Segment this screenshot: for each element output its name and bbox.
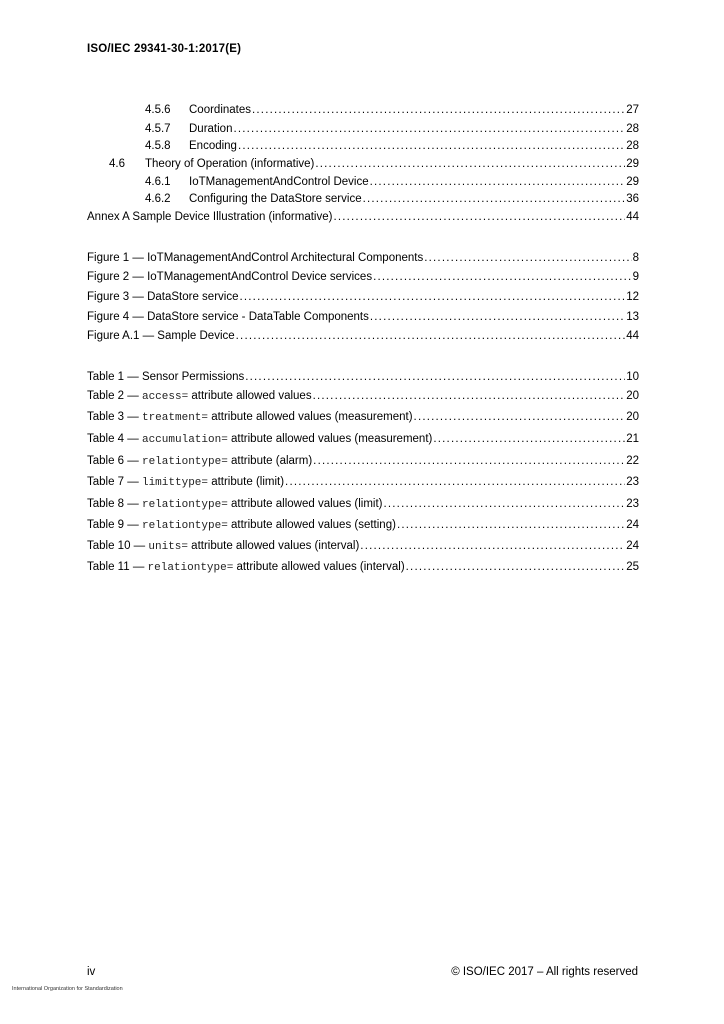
figure-entry-title: Figure 4 — DataStore service - DataTable Components [87,311,369,323]
table-entry-prefix: Table 6 — [87,455,142,467]
dot-leader [252,102,625,119]
table-entry[interactable] [87,431,639,448]
table-entry-page: 23 [626,476,639,488]
table-entry-page: 21 [626,433,639,445]
dot-leader [370,174,626,191]
table-entry-title [87,474,284,492]
table-entry[interactable] [87,538,639,555]
dot-leader [383,496,625,513]
toc-entry-title: Annex A Sample Device Illustration (informative) [87,211,333,223]
table-entry-page: 25 [626,561,639,573]
table-entry-prefix: Table 3 — [87,411,142,423]
table-entry-rest: attribute (limit) [208,476,285,488]
figure-entry-page: 12 [626,291,639,303]
table-entry[interactable] [87,409,639,426]
table-entry[interactable] [87,496,639,513]
copyright-notice: © ISO/IEC 2017 – All rights reserved [451,966,638,978]
toc-entry-number: 4.5.6 [145,104,171,116]
toc-entry-page: 29 [626,176,639,188]
toc-entry[interactable] [87,174,639,191]
table-entry-title [87,431,432,449]
table-entry-code: treatment= [141,412,208,424]
table-entry-code: limittype= [141,477,208,489]
toc-entry-title: Encoding [189,140,237,152]
table-entry-prefix: Table 1 — Sensor Permissions [87,371,245,383]
table-entry-rest: attribute allowed values (measurement) [227,433,433,445]
toc-entry-number: 4.5.7 [145,123,171,135]
figure-entry[interactable] [87,289,639,306]
table-entry-code: relationtype= [141,499,228,511]
table-entry-title [87,538,359,556]
figure-entry-title: Figure A.1 — Sample Device [87,330,235,342]
figure-entry-title: Figure 2 — IoTManagementAndControl Device services [87,271,373,283]
table-entry-rest: attribute allowed values (interval) [187,540,360,552]
toc-entry[interactable] [87,191,639,208]
organization-note: International Organization for Standardization [12,986,123,992]
toc-entry-number: 4.6.1 [145,176,171,188]
dot-leader [333,209,625,226]
table-entry-page: 22 [626,455,639,467]
dot-leader [424,250,631,267]
table-entry-title [87,369,244,387]
figure-entry-page: 9 [632,271,639,283]
table-entry-title [87,453,312,471]
dot-leader [373,269,632,286]
table-entry-code: units= [148,541,188,553]
toc-entry-title: Theory of Operation (informative) [145,158,315,170]
table-entry-prefix: Table 10 — [87,540,149,552]
table-entry-title [87,388,312,406]
toc-entry[interactable] [87,121,639,138]
toc-entry-page: 44 [626,211,639,223]
table-entry-rest: attribute allowed values (limit) [227,498,383,510]
dot-leader [360,538,625,555]
document-header: ISO/IEC 29341-30-1:2017(E) [87,43,242,55]
table-entry-code: access= [141,391,189,403]
table-entry[interactable] [87,474,639,491]
toc-entry-number: 4.5.8 [145,140,171,152]
toc-entry[interactable] [87,156,639,173]
table-entry-rest: attribute allowed values (interval) [233,561,405,573]
table-entry-title [87,409,413,427]
table-entry-code: accumulation= [141,434,228,446]
figure-entry[interactable] [87,269,639,286]
table-entry-rest: attribute allowed values [188,390,312,402]
table-entry-page: 23 [626,498,639,510]
table-entry-title [87,496,382,514]
toc-entry-number: 4.6 [109,158,125,170]
figure-entry-page: 13 [626,311,639,323]
dot-leader [285,474,625,491]
figure-entry[interactable] [87,250,639,267]
table-entry[interactable] [87,517,639,534]
table-entry-prefix: Table 2 — [87,390,142,402]
table-entry-prefix: Table 8 — [87,498,142,510]
dot-leader [238,138,625,155]
table-entry-rest: attribute allowed values (setting) [227,519,396,531]
toc-entry-title: Configuring the DataStore service [189,193,362,205]
page-number: iv [87,966,96,978]
figure-entry[interactable] [87,309,639,326]
figure-entry-page: 8 [632,252,639,264]
dot-leader [414,409,626,426]
dot-leader [406,559,626,576]
dot-leader [233,121,625,138]
table-entry-page: 10 [626,371,639,383]
table-entry[interactable] [87,453,639,470]
table-entry-page: 20 [626,390,639,402]
figure-entry[interactable] [87,328,639,345]
dot-leader [433,431,625,448]
toc-entry-page: 28 [626,123,639,135]
table-entry-rest: attribute (alarm) [227,455,313,467]
dot-leader [239,289,625,306]
table-entry[interactable] [87,369,639,386]
figure-entry-page: 44 [626,330,639,342]
table-entry-rest: attribute allowed values (measurement) [208,411,413,423]
table-entry-prefix: Table 11 — [87,561,148,573]
toc-entry-number: 4.6.2 [145,193,171,205]
toc-entry-page: 28 [626,140,639,152]
table-entry-title [87,517,396,535]
table-entry-page: 20 [626,411,639,423]
figure-entry-title: Figure 3 — DataStore service [87,291,239,303]
table-entry-code: relationtype= [147,562,234,574]
toc-entry-annex[interactable] [87,209,639,226]
toc-entry-page: 36 [626,193,639,205]
table-entry-prefix: Table 7 — [87,476,142,488]
table-entry[interactable] [87,559,639,576]
dot-leader [313,453,625,470]
table-entry-code: relationtype= [141,520,228,532]
toc-entry[interactable] [87,102,639,119]
figure-entry-title: Figure 1 — IoTManagementAndControl Architectural Components [87,252,424,264]
dot-leader [370,309,625,326]
toc-entry-page: 27 [626,104,639,116]
dot-leader [245,369,625,386]
toc-entry[interactable] [87,138,639,155]
table-entry-title [87,559,405,577]
toc-entry-page: 29 [626,158,639,170]
table-entry-code: relationtype= [141,456,228,468]
table-entry[interactable] [87,388,639,405]
dot-leader [363,191,626,208]
dot-leader [313,388,626,405]
table-entry-prefix: Table 4 — [87,433,142,445]
toc-entry-title: Duration [189,123,233,135]
table-entry-prefix: Table 9 — [87,519,142,531]
dot-leader [315,156,625,173]
table-entry-page: 24 [626,540,639,552]
table-entry-page: 24 [626,519,639,531]
toc-entry-title: IoTManagementAndControl Device [189,176,369,188]
dot-leader [397,517,625,534]
toc-entry-title: Coordinates [189,104,252,116]
dot-leader [236,328,626,345]
